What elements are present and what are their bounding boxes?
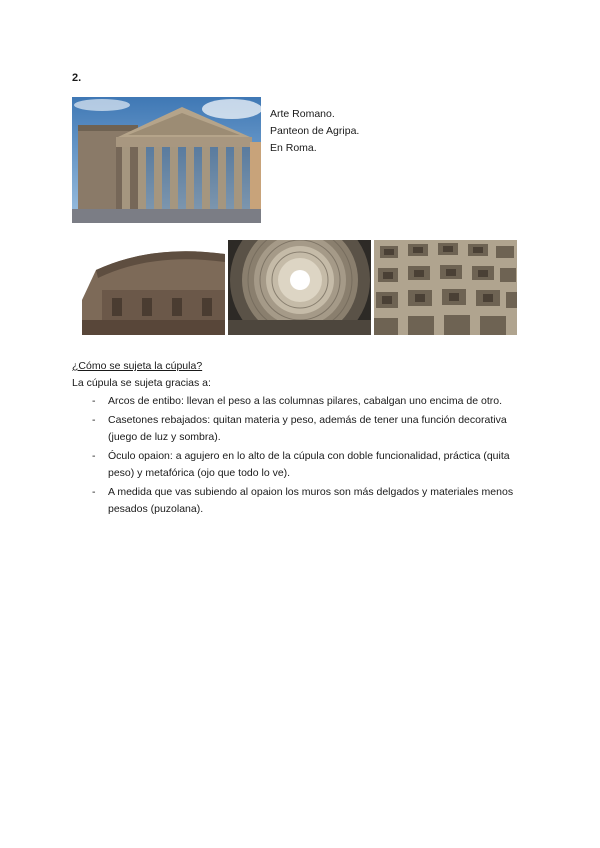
list-item <box>92 448 532 482</box>
bullet-marker: - <box>92 486 96 498</box>
pantheon-dome-oculus-image <box>228 240 371 335</box>
info-title: Panteon de Agripa. <box>270 125 360 137</box>
info-location: En Roma. <box>270 142 317 154</box>
list-item-text: Casetones rebajados: quitan materia y peso, además de tener una función decorativa (juego de luz y sombra). <box>108 414 507 443</box>
artwork-info <box>270 106 359 157</box>
bullet-marker: - <box>92 395 96 407</box>
list-item <box>92 412 532 446</box>
list-item <box>92 484 532 518</box>
list-item-text: A medida que vas subiendo al opaion los muros son más delgados y materiales menos pesados (puzolana). <box>108 486 514 515</box>
bullet-marker: - <box>92 450 96 462</box>
question-heading: ¿Cómo se sujeta la cúpula? <box>72 360 203 372</box>
pantheon-facade-image <box>72 97 261 223</box>
list-item-text: Arcos de entibo: llevan el peso a las columnas pilares, cabalgan uno encima de otro. <box>108 395 502 407</box>
intro-text: La cúpula se sujeta gracias a: <box>72 377 211 389</box>
explanation-list <box>92 393 532 520</box>
pantheon-exterior-image <box>82 240 225 335</box>
section-number: 2. <box>72 72 82 84</box>
list-item-text: Óculo opaion: a agujero en lo alto de la cúpula con doble funcionalidad, práctica (quita peso) y metafórica (ojo que todo lo ve). <box>108 450 510 479</box>
bullet-marker: - <box>92 414 96 426</box>
pantheon-coffers-image <box>374 240 517 335</box>
info-style: Arte Romano. <box>270 108 335 120</box>
list-item <box>92 393 532 410</box>
